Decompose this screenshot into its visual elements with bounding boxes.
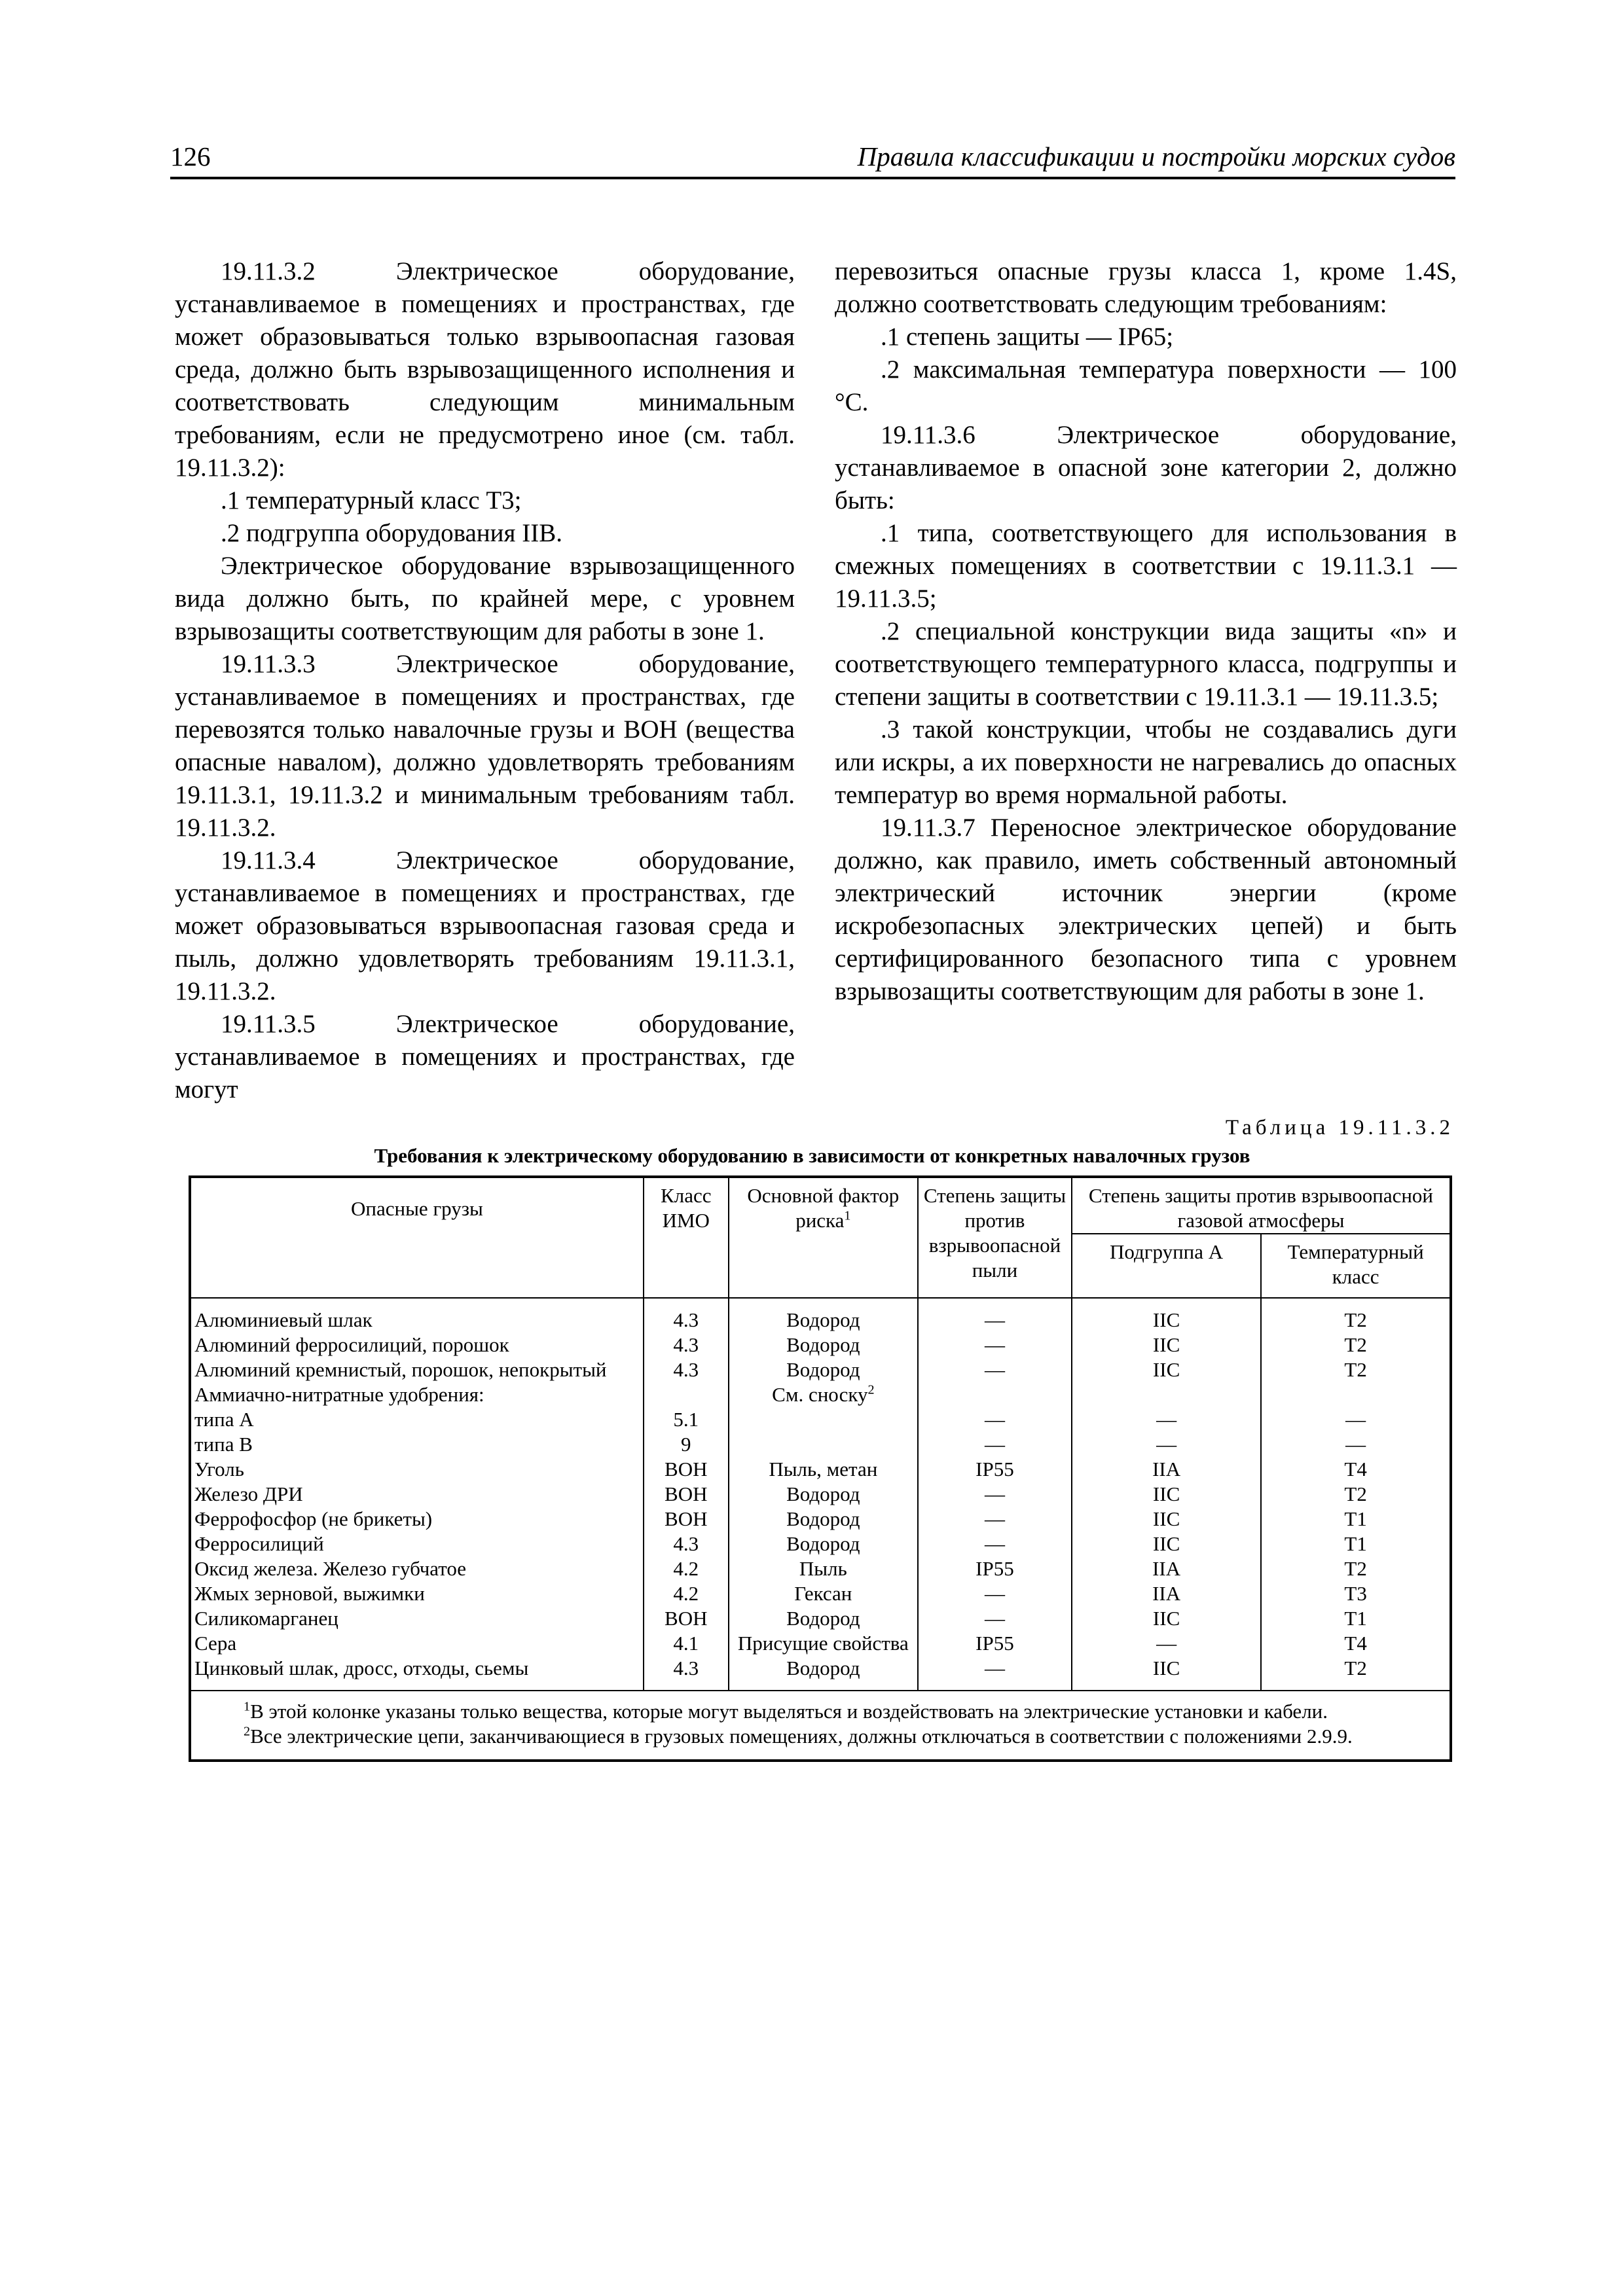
cell-subgroup: IIC [1072, 1656, 1261, 1691]
table-row [190, 1507, 1451, 1532]
cell-imo-class: 4.3 [644, 1357, 729, 1382]
cell-temp-class: T2 [1261, 1556, 1451, 1581]
cell-imo-class: 4.3 [644, 1298, 729, 1333]
cell-imo-class: ВОН [644, 1482, 729, 1507]
list-item-special-construction: .2 специальной конструкции вида защиты «n» и соответствующего температурного класса, подгруппы и степени защиты в соответствии с 19.11.3.1 — 19.11.3.5; [835, 617, 1457, 711]
cell-cargo: Железо ДРИ [190, 1482, 644, 1507]
table-row [190, 1532, 1451, 1556]
cell-dust-protection: — [918, 1407, 1072, 1432]
page-number: 126 [170, 141, 211, 171]
table-label: Таблица 19.11.3.2 [1225, 1116, 1454, 1139]
list-item-ip65: .1 степень защиты — IP65; [881, 323, 1174, 351]
cell-dust-protection: — [918, 1333, 1072, 1357]
cell-cargo: Оксид железа. Железо губчатое [190, 1556, 644, 1581]
cell-dust-protection: — [918, 1507, 1072, 1532]
cell-risk-factor: Гексан [729, 1581, 918, 1606]
table-row [190, 1382, 1451, 1407]
cell-cargo: Сера [190, 1631, 644, 1656]
requirements-table [189, 1175, 1452, 1762]
table-caption: Требования к электрическому оборудованию в зависимости от конкретных навалочных грузов [374, 1144, 1250, 1167]
cell-temp-class: T2 [1261, 1482, 1451, 1507]
cell-temp-class: — [1261, 1407, 1451, 1432]
cell-dust-protection: — [918, 1482, 1072, 1507]
cell-temp-class: — [1261, 1432, 1451, 1457]
cell-imo-class: 4.1 [644, 1631, 729, 1656]
cell-dust-protection: — [918, 1581, 1072, 1606]
paragraph-continuation: перевозиться опасные грузы класса 1, кроме 1.4S, должно соответствовать следующим требованиям: [835, 257, 1457, 318]
cell-cargo: Алюминий ферросилиций, порошок [190, 1333, 644, 1357]
cell-cargo: Алюминиевый шлак [190, 1298, 644, 1333]
cell-subgroup: IIC [1072, 1507, 1261, 1532]
cell-temp-class: T1 [1261, 1606, 1451, 1631]
cell-subgroup: — [1072, 1631, 1261, 1656]
cell-risk-factor: Пыль [729, 1556, 918, 1581]
cell-dust-protection: — [918, 1656, 1072, 1691]
table-row [190, 1407, 1451, 1432]
header-risk-factor: Основной фактор риска$^1$ [729, 1177, 918, 1298]
table-row [190, 1482, 1451, 1507]
right-text-column [835, 255, 1457, 1008]
cell-dust-protection: IP55 [918, 1556, 1072, 1581]
cell-temp-class: T2 [1261, 1357, 1451, 1382]
paragraph-19-11-3-4: 19.11.3.4 Электрическое оборудование, устанавливаемое в помещениях и пространствах, где может образовываться взрывоопасная газовая среда и пыль, должно удовлетворять требованиям 19.11.3.1, 19.11.3.2. [175, 846, 795, 1005]
cell-cargo: типа В [190, 1432, 644, 1457]
table-row [190, 1357, 1451, 1382]
cell-temp-class: T4 [1261, 1457, 1451, 1482]
cell-dust-protection: — [918, 1298, 1072, 1333]
paragraph-19-11-3-3: 19.11.3.3 Электрическое оборудование, устанавливаемое в помещениях и пространствах, где перевозятся только навалочные грузы и ВОН (вещества опасные навалом), должно удовлетворять требованиям 19.11.3.1, 19.11.3.2 и минимальным требованиям табл. 19.11.3.2. [175, 650, 795, 842]
cell-imo-class: 5.1 [644, 1407, 729, 1432]
list-item-subgroup: .2 подгруппа оборудования IIB. [221, 519, 562, 547]
cell-subgroup [1072, 1382, 1261, 1407]
cell-risk-factor: Водород [729, 1298, 918, 1333]
list-item-no-arcs: .3 такой конструкции, чтобы не создавались дуги или искры, а их поверхности не нагревались до опасных температур во время нормальной работы. [835, 715, 1457, 809]
cell-risk-factor: Водород [729, 1333, 918, 1357]
paragraph-explosion-protected: Электрическое оборудование взрывозащищенного вида должно быть, по крайней мере, с уровнем взрывозащиты соответствующим для работы в зоне 1. [175, 552, 795, 645]
paragraph-19-11-3-7: 19.11.3.7 Переносное электрическое оборудование должно, как правило, иметь собственный автономный электрический источник энергии (кроме искробезопасных электрических цепей) и быть сертифицированного безопасного типа с уровнем взрывозащиты соответствующим для работы в зоне 1. [835, 814, 1457, 1005]
cell-subgroup: IIC [1072, 1333, 1261, 1357]
header-dust-protection: Степень защиты против взрывоопасной пыли [918, 1177, 1072, 1298]
cell-imo-class: 4.3 [644, 1656, 729, 1691]
cell-temp-class: T1 [1261, 1532, 1451, 1556]
header-rule [170, 177, 1455, 179]
cell-risk-factor: Водород [729, 1606, 918, 1631]
cell-cargo: Алюминий кремнистый, порошок, непокрытый [190, 1357, 644, 1382]
table-row [190, 1333, 1451, 1357]
table-row [190, 1556, 1451, 1581]
table-row [190, 1606, 1451, 1631]
table-footnotes [190, 1691, 1451, 1761]
cell-dust-protection [918, 1382, 1072, 1407]
table-row [190, 1457, 1451, 1482]
left-text-column [175, 255, 795, 1106]
cell-temp-class: T2 [1261, 1656, 1451, 1691]
cell-temp-class: T2 [1261, 1333, 1451, 1357]
cell-risk-factor: См. сноску$^2$ [729, 1382, 918, 1407]
paragraph-19-11-3-5: 19.11.3.5 Электрическое оборудование, устанавливаемое в помещениях и пространствах, где могут [175, 1010, 795, 1103]
cell-temp-class: T3 [1261, 1581, 1451, 1606]
cell-imo-class: 4.2 [644, 1581, 729, 1606]
cell-cargo: Феррофосфор (не брикеты) [190, 1507, 644, 1532]
cell-imo-class: 4.2 [644, 1556, 729, 1581]
footnote-2: $^2$Все электрические цепи, заканчивающиеся в грузовых помещениях, должны отключаться в соответствии с положениями 2.9.9. [244, 1724, 1353, 1748]
table-body [190, 1298, 1451, 1691]
running-header-title: Правила классификации и постройки морских судов [857, 141, 1455, 171]
cell-temp-class: T1 [1261, 1507, 1451, 1532]
cell-risk-factor: Водород [729, 1482, 918, 1507]
cell-risk-factor: Водород [729, 1532, 918, 1556]
cell-imo-class [644, 1382, 729, 1407]
cell-imo-class: 4.3 [644, 1532, 729, 1556]
cell-cargo: типа А [190, 1407, 644, 1432]
cell-cargo: Силикомарганец [190, 1606, 644, 1631]
cell-dust-protection: IP55 [918, 1457, 1072, 1482]
table-row [190, 1581, 1451, 1606]
cell-risk-factor [729, 1407, 918, 1432]
cell-subgroup: — [1072, 1432, 1261, 1457]
cell-dust-protection: IP55 [918, 1631, 1072, 1656]
cell-dust-protection: — [918, 1432, 1072, 1457]
cell-subgroup: IIC [1072, 1357, 1261, 1382]
cell-temp-class: T4 [1261, 1631, 1451, 1656]
cell-dust-protection: — [918, 1532, 1072, 1556]
cell-cargo: Уголь [190, 1457, 644, 1482]
footnote-1: $^1$В этой колонке указаны только вещества, которые могут выделяться и воздействовать на электрические установки и кабели. [244, 1699, 1328, 1723]
cell-risk-factor: Водород [729, 1507, 918, 1532]
paragraph-19-11-3-2: 19.11.3.2 Электрическое оборудование, устанавливаемое в помещениях и пространствах, где может образовываться только взрывоопасная газовая среда, должно быть взрывозащищенного исполнения и соответствовать следующим минимальным требованиям, если не предусмотрено иное (см. табл. 19.11.3.2): [175, 257, 795, 482]
cell-subgroup: IIA [1072, 1457, 1261, 1482]
header-cargo: Опасные грузы [190, 1177, 644, 1298]
cell-imo-class: 9 [644, 1432, 729, 1457]
cell-risk-factor: Водород [729, 1357, 918, 1382]
cell-risk-factor: Водород [729, 1656, 918, 1691]
cell-subgroup: IIC [1072, 1532, 1261, 1556]
table-row [190, 1631, 1451, 1656]
table-row [190, 1298, 1451, 1333]
cell-dust-protection: — [918, 1357, 1072, 1382]
cell-risk-factor: Присущие свойства [729, 1631, 918, 1656]
paragraph-19-11-3-6: 19.11.3.6 Электрическое оборудование, устанавливаемое в опасной зоне категории 2, должно быть: [835, 421, 1457, 514]
header-gas-protection: Степень защиты против взрывоопасной газовой атмосферы [1072, 1177, 1451, 1234]
cell-subgroup: IIA [1072, 1581, 1261, 1606]
list-item-type: .1 типа, соответствующего для использования в смежных помещениях в соответствии с 19.11.3.1 — 19.11.3.5; [835, 519, 1457, 613]
cell-dust-protection: — [918, 1606, 1072, 1631]
cell-temp-class: T2 [1261, 1298, 1451, 1333]
cell-cargo: Цинковый шлак, дросс, отходы, сьемы [190, 1656, 644, 1691]
cell-imo-class: ВОН [644, 1606, 729, 1631]
cell-imo-class: ВОН [644, 1457, 729, 1482]
cell-risk-factor: Пыль, метан [729, 1457, 918, 1482]
header-subgroup: Подгруппа А [1072, 1234, 1261, 1298]
cell-cargo: Ферросилиций [190, 1532, 644, 1556]
cell-subgroup: IIC [1072, 1298, 1261, 1333]
cell-cargo: Жмых зерновой, выжимки [190, 1581, 644, 1606]
cell-subgroup: — [1072, 1407, 1261, 1432]
header-imo-class: Класс ИМО [644, 1177, 729, 1298]
cell-risk-factor [729, 1432, 918, 1457]
cell-subgroup: IIA [1072, 1556, 1261, 1581]
cell-subgroup: IIC [1072, 1482, 1261, 1507]
table-row [190, 1432, 1451, 1457]
list-item-temp-class: .1 температурный класс Т3; [221, 486, 522, 514]
cell-imo-class: 4.3 [644, 1333, 729, 1357]
table-row [190, 1656, 1451, 1691]
cell-subgroup: IIC [1072, 1606, 1261, 1631]
header-temp-class: Температурный класс [1261, 1234, 1451, 1298]
cell-temp-class [1261, 1382, 1451, 1407]
cell-cargo: Аммиачно-нитратные удобрения: [190, 1382, 644, 1407]
list-item-max-temp: .2 максимальная температура поверхности — 100 °С. [835, 355, 1457, 416]
cell-imo-class: ВОН [644, 1507, 729, 1532]
